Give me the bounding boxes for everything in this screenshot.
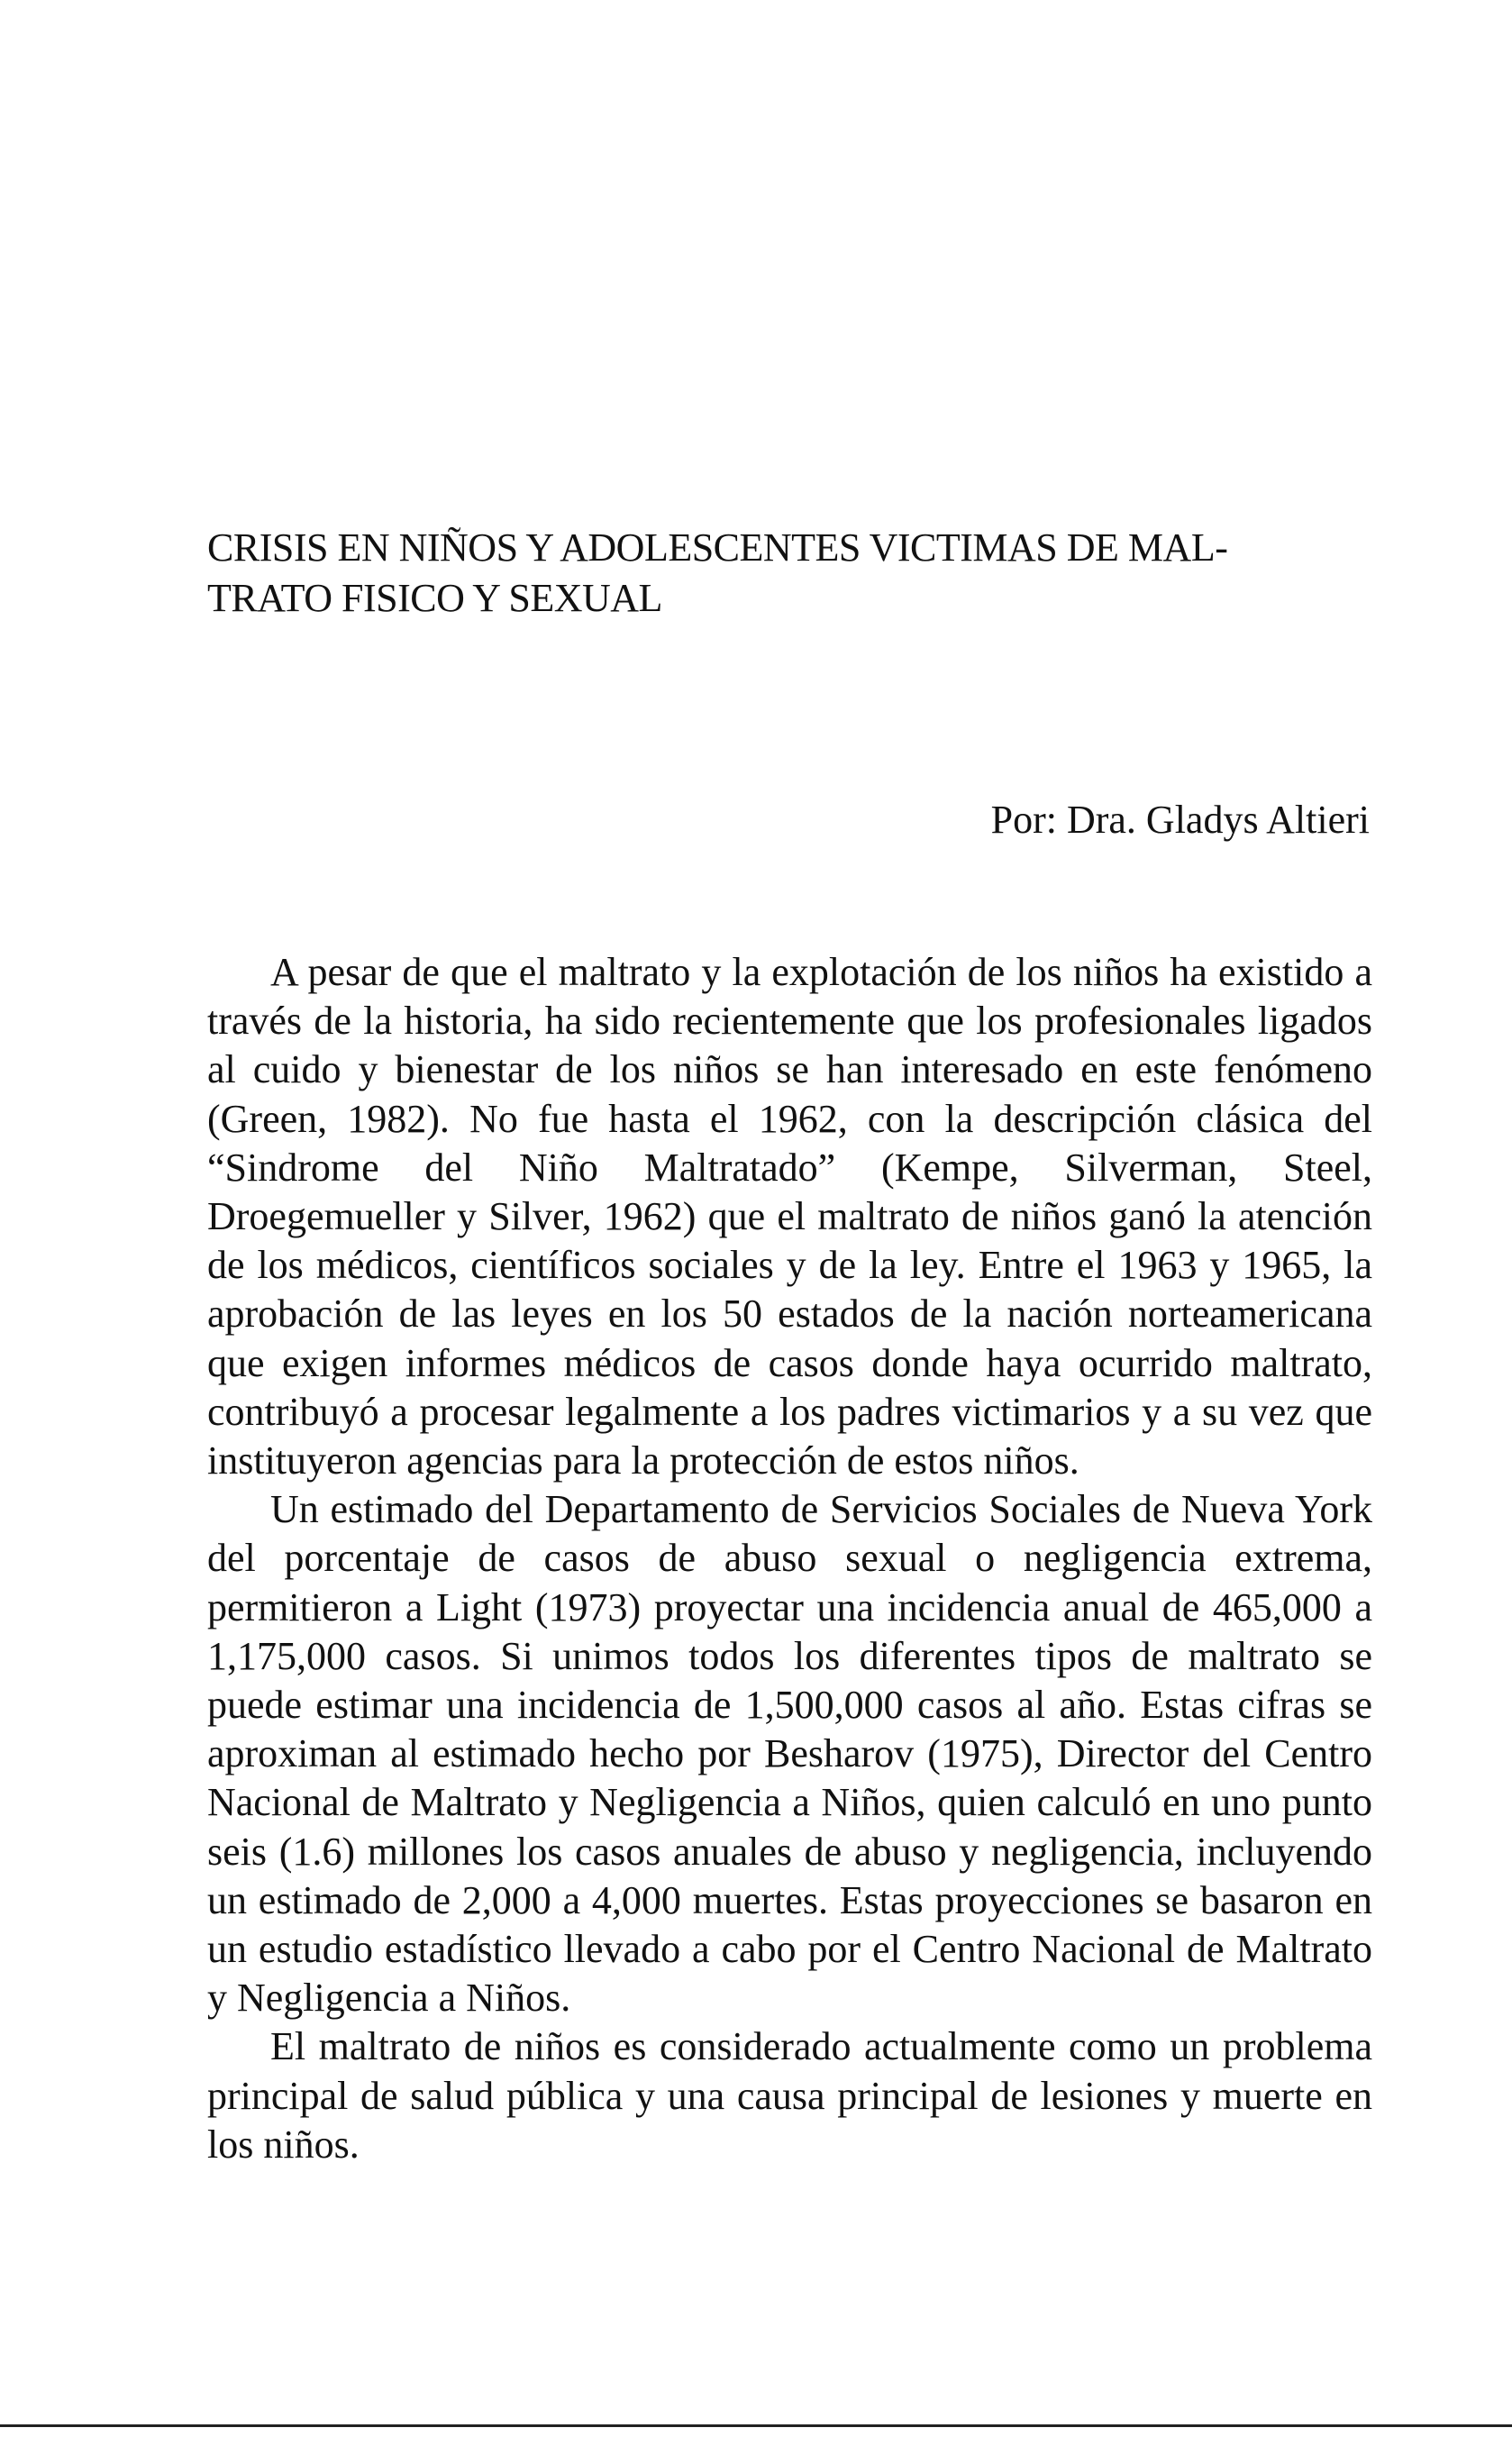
page-bottom-edge [0, 2424, 1512, 2427]
article-title [207, 523, 1379, 624]
paragraph-1: A pesar de que el maltrato y la explotación de los niños ha existido a través de la historia, ha sido recientemente que los profesionales ligados al cuido y bienestar de los niños se han interesado en este fenómeno (Green, 1982). No fue hasta el 1962, con la descripción clásica del “Sindrome del Niño Maltratado” (Kempe, Silverman, Steel, Droegemueller y Silver, 1962) que el maltrato de niños ganó la atención de los médicos, científicos sociales y de la ley. Entre el 1963 y 1965, la aprobación de las leyes en los 50 estados de la nación norteamericana que exigen informes médicos de casos donde haya ocurrido maltrato, contribuyó a procesar legalmente a los padres victimarios y a su vez que instituyeron agencias para la protección de estos niños. [207, 950, 1372, 1483]
title-line-2: TRATO FISICO Y SEXUAL [207, 576, 662, 620]
paragraph-2: Un estimado del Departamento de Servicios Sociales de Nueva York del porcentaje de casos de abuso sexual o negligencia extrema, permitieron a Light (1973) proyectar una incidencia anual de 465,000 a 1,175,000 casos. Si unimos todos los diferentes tipos de maltrato se puede estimar una incidencia de 1,500,000 casos al año. Estas cifras se aproximan al estimado hecho por Besharov (1975), Director del Centro Nacional de Maltrato y Negligencia a Niños, quien calculó en uno punto seis (1.6) millones los casos anuales de abuso y negligencia, incluyendo un estimado de 2,000 a 4,000 muertes. Estas proyecciones se basaron en un estudio estadístico llevado a cabo por el Centro Nacional de Maltrato y Negligencia a Niños. [207, 1487, 1372, 2021]
article-body [207, 948, 1372, 2169]
title-line-1: CRISIS EN NIÑOS Y ADOLESCENTES VICTIMAS DE MAL- [207, 525, 1228, 570]
paragraph-3: El maltrato de niños es considerado actualmente como un problema principal de salud pública y una causa principal de lesiones y muerte en los niños. [207, 2024, 1372, 2167]
author-byline: Por: Dra. Gladys Altieri [990, 798, 1370, 842]
